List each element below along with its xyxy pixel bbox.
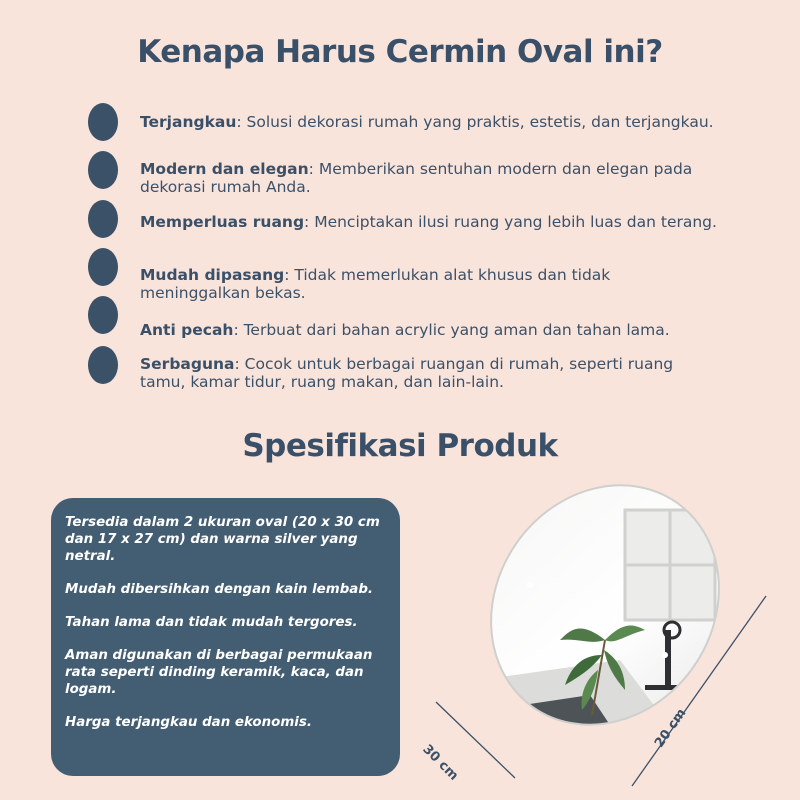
- spec-line: Aman digunakan di berbagai permukaan rata seperti dinding keramik, kaca, dan logam.: [65, 648, 373, 697]
- section-title-spec: Spesifikasi Produk: [242, 428, 558, 464]
- page-title: Kenapa Harus Cermin Oval ini?: [137, 34, 663, 70]
- benefit-desc: : Memberikan sentuhan modern dan elegan pada dekorasi rumah Anda.: [140, 160, 693, 196]
- mirror-illustration: [420, 480, 790, 800]
- oval-mirror-image: [420, 480, 790, 800]
- spec-line: Mudah dibersihkan dengan kain lembab.: [65, 582, 374, 597]
- benefit-title: Mudah dipasang: [140, 266, 285, 284]
- bullet-dot: [88, 248, 118, 286]
- bullet-dot: [88, 296, 118, 334]
- spec-box: [51, 498, 400, 776]
- benefit-title: Anti pecah: [140, 321, 234, 339]
- benefit-title: Serbaguna: [140, 355, 235, 373]
- benefit-desc: : Tidak memerlukan alat khusus dan tidak meninggalkan bekas.: [140, 266, 611, 302]
- width-dimension-label: 30 cm: [419, 742, 462, 784]
- bullet-dot: [88, 346, 118, 384]
- height-dimension-label: 20 cm: [652, 706, 690, 751]
- benefit-title: Memperluas ruang: [140, 213, 305, 231]
- spec-line: Tersedia dalam 2 ukuran oval (20 x 30 cm dan 17 x 27 cm) dan warna silver yang netral.: [65, 515, 380, 564]
- bullet-dot: [88, 200, 118, 238]
- bullet-dot: [88, 151, 118, 189]
- benefit-title: Terjangkau: [140, 113, 237, 131]
- spec-line: Tahan lama dan tidak mudah tergores.: [65, 615, 358, 630]
- benefit-desc: : Solusi dekorasi rumah yang praktis, estetis, dan terjangkau.: [236, 113, 714, 131]
- spec-line: Harga terjangkau dan ekonomis.: [65, 715, 312, 730]
- benefit-desc: : Terbuat dari bahan acrylic yang aman dan tahan lama.: [233, 321, 670, 339]
- benefit-desc: : Cocok untuk berbagai ruangan di rumah, seperti ruang tamu, kamar tidur, ruang makan, dan lain-lain.: [140, 355, 674, 391]
- bullet-dot: [88, 103, 118, 141]
- benefit-title: Modern dan elegan: [140, 160, 309, 178]
- benefit-desc: : Menciptakan ilusi ruang yang lebih luas dan terang.: [304, 213, 717, 231]
